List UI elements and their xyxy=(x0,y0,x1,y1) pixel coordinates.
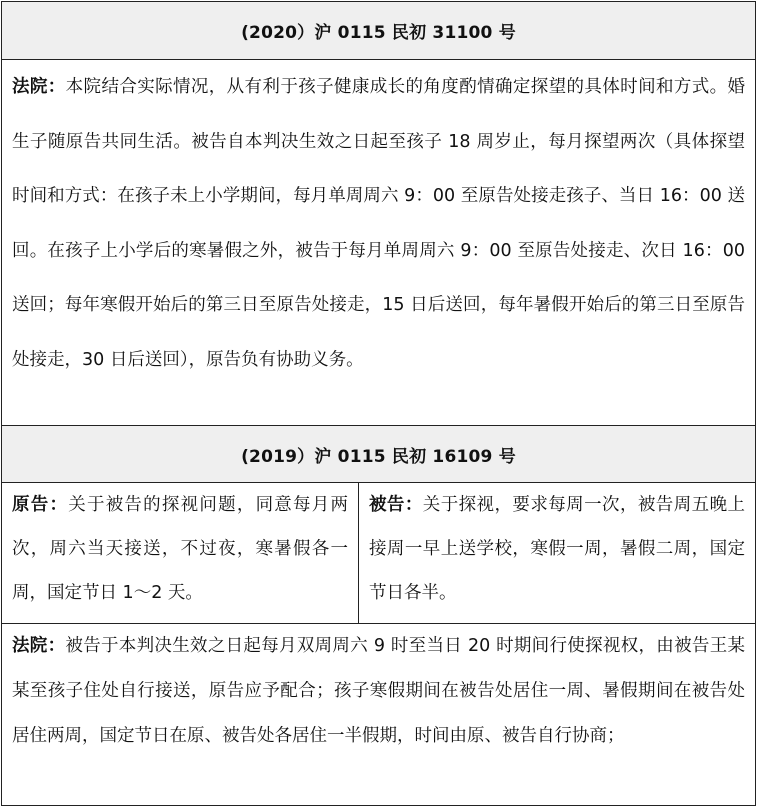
plaintiff-text: 关于被告的探视问题，同意每月两次，周六当天接送，不过夜，寒暑假各一周，国定节日 1～2 天。 xyxy=(12,495,349,603)
plaintiff-cell xyxy=(2,483,359,623)
plaintiff-label: 原告： xyxy=(12,495,69,515)
case-header-2020 xyxy=(2,2,755,60)
court-ruling-text: 本院结合实际情况，从有利于孩子健康成长的角度酌情确定探望的具体时间和方式。婚生子随原告共同生活。被告自本判决生效之日起至孩子 18 周岁止，每月探望两次（具体探望时间和方式：在孩子未上小学期间，每月单周周六 9：00 至原告处接走孩子、当日 16：00 送回。在孩子上小学后的寒暑假之外，被告于每月单周周六 9：00 至原告处接走、次日 16：00 送回；每年寒假开始后的第三日至原告处接走，15 日后送回，每年暑假开始后的第三日至原告处接走，30 日后送回），原告负有协助义务。 xyxy=(12,77,746,370)
case-header-2019 xyxy=(2,426,755,483)
case-number-2019: (2019）沪 0115 民初 16109 号 xyxy=(241,446,516,467)
court-ruling-2020 xyxy=(2,60,755,426)
defendant-label: 被告： xyxy=(369,495,423,515)
defendant-cell xyxy=(359,483,755,623)
court-label: 法院： xyxy=(12,77,66,97)
court-label-2019: 法院： xyxy=(12,636,66,656)
defendant-text: 关于探视，要求每周一次，被告周五晚上接周一早上送学校，寒假一周，暑假二周，国定节日各半。 xyxy=(369,495,746,603)
case-number-2020: (2020）沪 0115 民初 31100 号 xyxy=(241,23,516,43)
party-positions-row xyxy=(2,483,755,624)
court-ruling-2019 xyxy=(2,624,755,805)
court-ruling-text-2019: 被告于本判决生效之日起每月双周周六 9 时至当日 20 时期间行使探视权，由被告王某某至孩子住处自行接送，原告应予配合；孩子寒假期间在被告处居住一周、暑假期间在被告处居住两周，国定节日在原、被告处各居住一半假期，时间由原、被告自行协商； xyxy=(12,636,745,746)
comparison-table xyxy=(1,1,756,806)
